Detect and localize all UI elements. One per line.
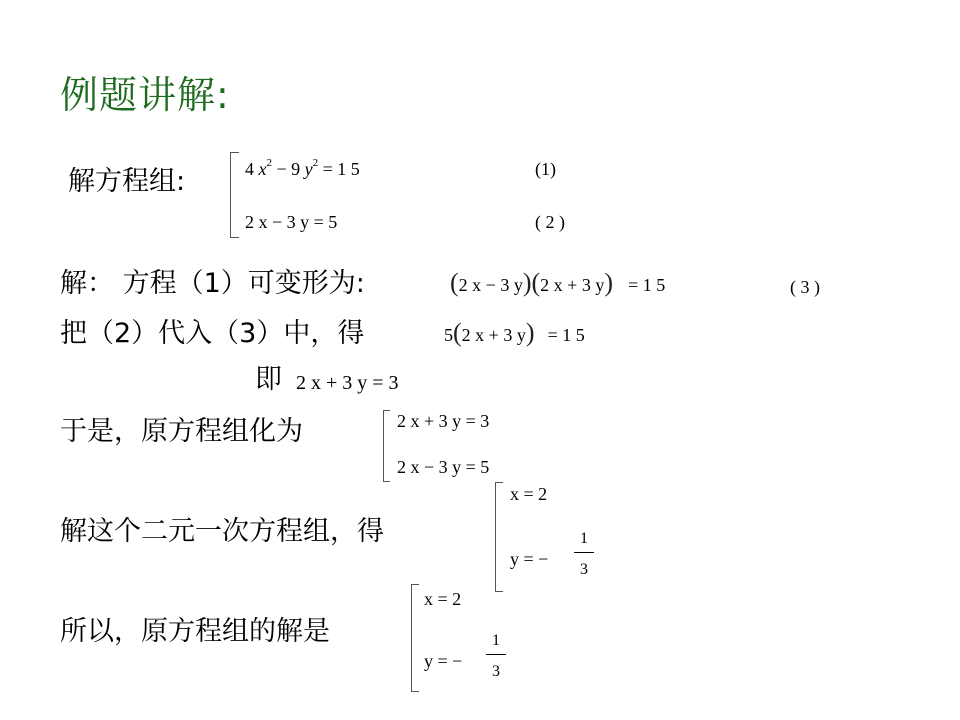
step5-brace	[495, 482, 503, 592]
step6-x: x = 2	[424, 589, 462, 609]
step3-text: 即	[255, 364, 282, 395]
step6-y: y = −	[424, 651, 463, 671]
step5-y: y = −	[510, 549, 549, 569]
step5-text: 解这个二元一次方程组，得	[60, 516, 384, 547]
equation-2: 2 x − 3 y = 5	[245, 212, 338, 232]
slide-title: 例题讲解:	[60, 73, 230, 117]
step2-expression: 5(2 x + 3 y) = 1 5	[444, 318, 585, 347]
step3-expression: 2 x + 3 y = 3	[296, 372, 399, 394]
step1-text: 解： 方程（1）可变形为:	[60, 268, 365, 299]
step4-brace	[383, 410, 390, 482]
problem-brace	[230, 152, 239, 238]
fraction-denominator: 3	[580, 561, 588, 578]
step4-eq2: 2 x − 3 y = 5	[397, 457, 490, 477]
step6-text: 所以，原方程组的解是	[60, 616, 330, 647]
equation-1: 4 $x^2 - 9$ $y^2 = 1$ 5	[245, 157, 360, 179]
fraction-numerator: 1	[492, 632, 500, 649]
step6-brace	[411, 584, 419, 692]
fraction-numerator: 1	[580, 530, 588, 547]
step5-fraction	[574, 530, 594, 579]
step1-expression: (2 x − 3 y)(2 x + 3 y) = 1 5	[450, 268, 666, 297]
equation-2-tag: ( 2 )	[535, 212, 565, 232]
step5-x: x = 2	[510, 484, 548, 504]
equation-1-tag: (1)	[535, 159, 556, 179]
step4-eq1: 2 x + 3 y = 3	[397, 411, 490, 431]
problem-label: 解方程组:	[68, 166, 186, 197]
step2-text: 把（2）代入（3）中，得	[60, 318, 365, 349]
fraction-denominator: 3	[492, 663, 500, 680]
equation-3-tag: ( 3 )	[790, 277, 820, 297]
step6-fraction	[486, 632, 506, 681]
step4-text: 于是，原方程组化为	[60, 416, 303, 447]
